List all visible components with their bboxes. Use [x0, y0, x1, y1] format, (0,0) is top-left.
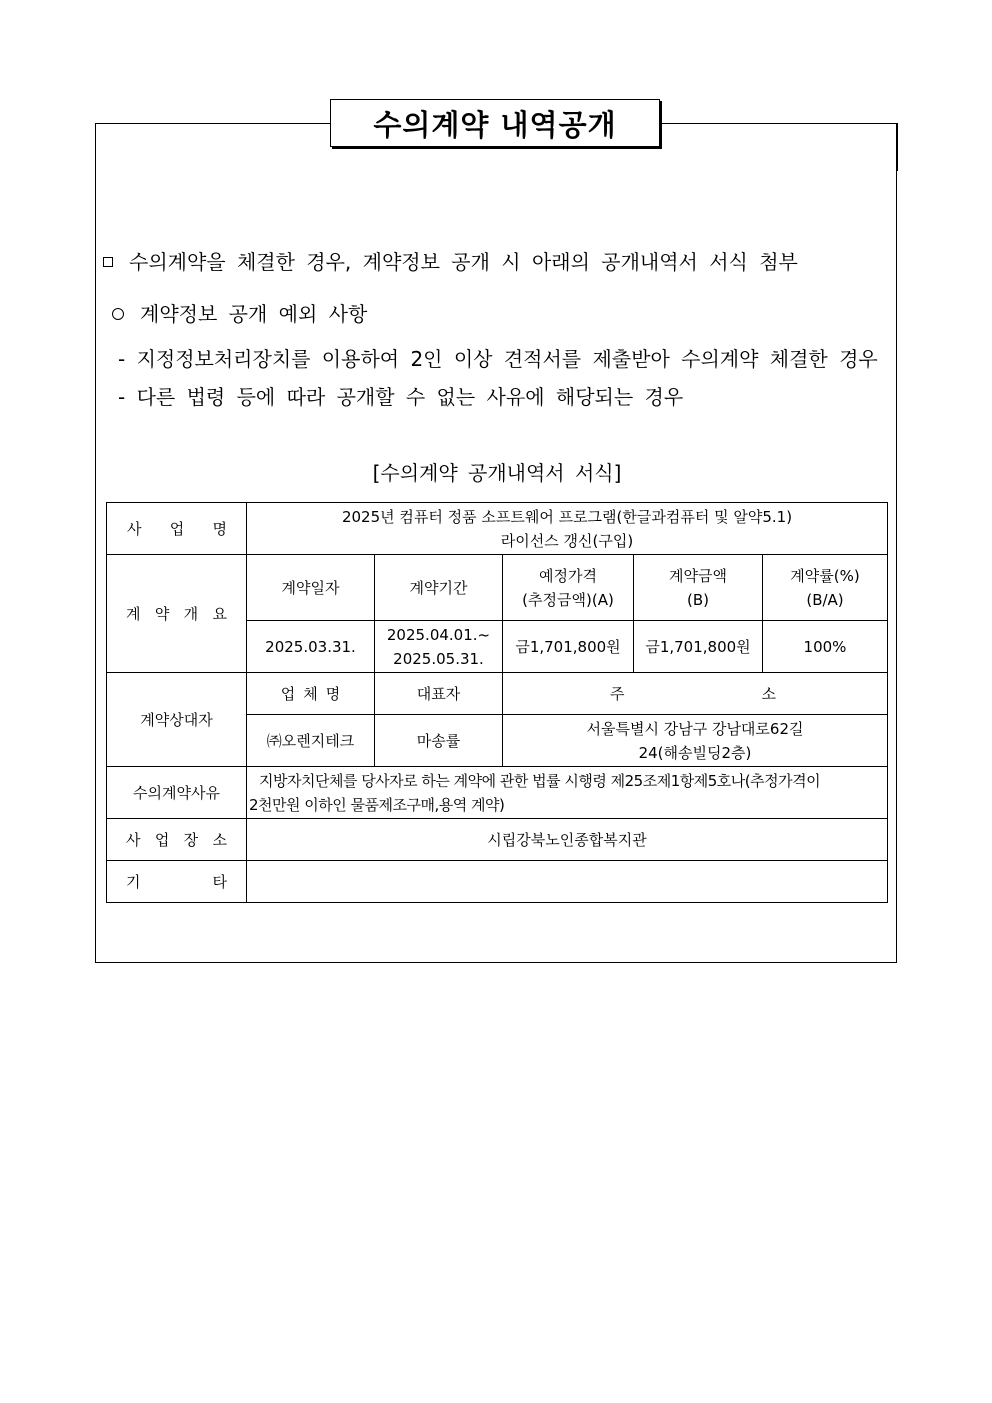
business-name-label-cell	[107, 503, 247, 555]
contract-date-header: 계약일자	[247, 555, 375, 621]
business-site-label-cell	[107, 819, 247, 861]
contract-period-line2: 2025.05.31.	[393, 649, 484, 668]
exception-item-2: - 다른 법령 등에 따라 공개할 수 없는 사유에 해당되는 경우	[118, 385, 684, 409]
overview-label-cell	[107, 555, 247, 673]
address-line1: 서울특별시 강남구 강남대로62길	[586, 719, 804, 738]
label-char: 업	[154, 830, 170, 849]
estimated-price-header-line2: (추정금액)(A)	[522, 590, 614, 609]
label-char: 사	[126, 830, 141, 849]
label-char: 소	[761, 684, 776, 703]
reason-line2: 2천만원 이하인 물품제조구매,용역 계약)	[249, 795, 505, 814]
contract-amount-header-line1: 계약금액	[669, 566, 727, 585]
contract-rate-header-line1: 계약률(%)	[790, 566, 860, 585]
notice-main-text: 수의계약을 체결한 경우, 계약정보 공개 시 아래의 공개내역서 서식 첨부	[129, 250, 798, 274]
contract-amount-header	[634, 555, 763, 621]
company-name-value: ㈜오렌지테크	[247, 715, 375, 767]
company-name-header	[247, 673, 375, 715]
exception-heading-text: 계약정보 공개 예외 사항	[140, 302, 368, 326]
document-title: 수의계약 내역공개	[330, 99, 660, 147]
frame-edge-mark	[896, 123, 898, 171]
reason-label-cell: 수의계약사유	[107, 767, 247, 819]
reason-row	[107, 767, 888, 819]
label-char: 체	[303, 684, 318, 703]
contract-date-value: 2025.03.31.	[247, 621, 375, 673]
notice-main-line	[103, 246, 798, 275]
business-name-row	[107, 503, 888, 555]
label-char: 명	[212, 519, 227, 538]
counterparty-label-cell: 계약상대자	[107, 673, 247, 767]
label-char: 사	[127, 519, 142, 538]
label-char: 약	[154, 604, 170, 623]
counterparty-header-row	[107, 673, 888, 715]
label-char: 업	[280, 684, 296, 703]
label-char: 장	[183, 830, 199, 849]
label-char: 개	[183, 604, 199, 623]
label-char: 계	[126, 604, 141, 623]
label-char: 기	[126, 872, 141, 891]
contract-disclosure-table	[106, 502, 888, 903]
contract-rate-value: 100%	[763, 621, 888, 673]
exception-heading-line	[112, 298, 367, 327]
representative-value: 마송률	[375, 715, 503, 767]
representative-header: 대표자	[375, 673, 503, 715]
address-line2: 24(해송빌딩2층)	[638, 743, 752, 762]
business-site-row	[107, 819, 888, 861]
label-char: 명	[325, 684, 341, 703]
contract-rate-header-line2: (B/A)	[806, 590, 844, 609]
contract-period-value	[375, 621, 503, 673]
etc-label-cell	[107, 861, 247, 903]
label-char: 주	[610, 684, 625, 703]
address-header	[503, 673, 888, 715]
label-char: 요	[212, 604, 227, 623]
reason-value-cell	[247, 767, 888, 819]
etc-value	[247, 861, 888, 903]
form-caption: [수의계약 공개내역서 서식]	[372, 461, 622, 485]
label-char: 업	[169, 519, 185, 538]
label-char: 소	[212, 830, 227, 849]
estimated-price-header-line1: 예정가격	[539, 566, 597, 585]
exception-item-1: - 지정정보처리장치를 이용하여 2인 이상 견적서를 제출받아 수의계약 체결한 경우	[118, 347, 878, 371]
contract-rate-header	[763, 555, 888, 621]
contract-amount-header-line2: (B)	[687, 590, 709, 609]
etc-row	[107, 861, 888, 903]
circle-bullet-icon	[112, 308, 124, 320]
square-bullet-icon	[103, 257, 113, 267]
estimated-price-value: 금1,701,800원	[503, 621, 634, 673]
address-value	[503, 715, 888, 767]
business-name-line2: 라이선스 갱신(구입)	[500, 531, 634, 550]
business-name-line1: 2025년 컴퓨터 정품 소프트웨어 프로그램(한글과컴퓨터 및 알약5.1)	[341, 507, 793, 526]
estimated-price-header	[503, 555, 634, 621]
business-name-value-cell	[247, 503, 888, 555]
business-site-value: 시립강북노인종합복지관	[247, 819, 888, 861]
contract-amount-value: 금1,701,800원	[634, 621, 763, 673]
contract-period-line1: 2025.04.01.~	[386, 625, 491, 644]
label-char: 타	[212, 872, 227, 891]
contract-period-header: 계약기간	[375, 555, 503, 621]
overview-header-row	[107, 555, 888, 621]
reason-line1: 지방자치단체를 당사자로 하는 계약에 관한 법률 시행령 제25조제1항제5호나(추정가격이	[259, 771, 821, 790]
